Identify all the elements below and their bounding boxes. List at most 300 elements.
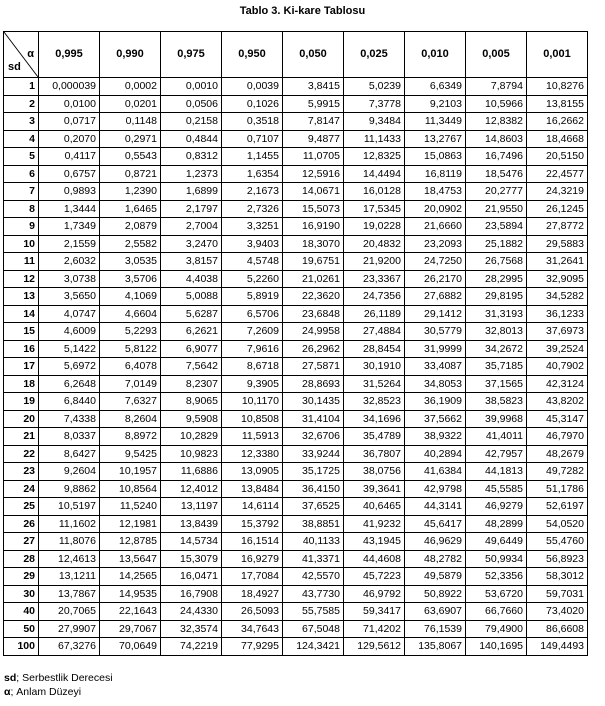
value-cell: 16,0471 — [161, 568, 222, 586]
value-cell: 5,2293 — [100, 323, 161, 341]
value-cell: 0,2158 — [161, 113, 222, 131]
value-cell: 0,4117 — [39, 148, 100, 166]
value-cell: 40,2894 — [405, 445, 466, 463]
value-cell: 44,1813 — [466, 463, 527, 481]
sd-cell: 20 — [4, 410, 39, 428]
table-row — [4, 603, 588, 621]
value-cell: 27,5871 — [283, 358, 344, 376]
value-cell: 24,3219 — [527, 183, 588, 201]
value-cell: 0,2070 — [39, 130, 100, 148]
value-cell: 55,7585 — [283, 603, 344, 621]
table-row — [4, 393, 588, 411]
value-cell: 22,4577 — [527, 165, 588, 183]
footnotes — [4, 671, 113, 699]
value-cell: 10,8276 — [527, 78, 588, 96]
sd-cell: 7 — [4, 183, 39, 201]
value-cell: 12,4613 — [39, 550, 100, 568]
value-cell: 12,5916 — [283, 165, 344, 183]
value-cell: 33,4087 — [405, 358, 466, 376]
column-header: 0,995 — [39, 32, 100, 78]
value-cell: 20,0902 — [405, 200, 466, 218]
value-cell: 13,1197 — [161, 498, 222, 516]
value-cell: 22,3620 — [283, 288, 344, 306]
value-cell: 25,1882 — [466, 235, 527, 253]
value-cell: 14,8603 — [466, 130, 527, 148]
value-cell: 17,7084 — [222, 568, 283, 586]
table-row — [4, 235, 588, 253]
value-cell: 2,0879 — [100, 218, 161, 236]
column-header: 0,975 — [161, 32, 222, 78]
value-cell: 16,8119 — [405, 165, 466, 183]
value-cell: 29,7067 — [100, 620, 161, 638]
value-cell: 10,1957 — [100, 463, 161, 481]
value-cell: 14,6114 — [222, 498, 283, 516]
value-cell: 27,4884 — [344, 323, 405, 341]
value-cell: 10,9823 — [161, 445, 222, 463]
value-cell: 13,5647 — [100, 550, 161, 568]
column-header: 0,050 — [283, 32, 344, 78]
value-cell: 56,8923 — [527, 550, 588, 568]
sd-cell: 14 — [4, 305, 39, 323]
table-row — [4, 165, 588, 183]
value-cell: 31,5264 — [344, 375, 405, 393]
value-cell: 2,7004 — [161, 218, 222, 236]
value-cell: 26,2962 — [283, 340, 344, 358]
value-cell: 5,6972 — [39, 358, 100, 376]
value-cell: 43,1945 — [344, 533, 405, 551]
value-cell: 34,1696 — [344, 410, 405, 428]
value-cell: 4,6604 — [100, 305, 161, 323]
value-cell: 3,0535 — [100, 253, 161, 271]
value-cell: 5,6287 — [161, 305, 222, 323]
value-cell: 32,8523 — [344, 393, 405, 411]
column-header: 0,990 — [100, 32, 161, 78]
column-header: 0,025 — [344, 32, 405, 78]
value-cell: 29,5883 — [527, 235, 588, 253]
value-cell: 5,0088 — [161, 288, 222, 306]
value-cell: 42,9798 — [405, 480, 466, 498]
sd-cell: 26 — [4, 515, 39, 533]
value-cell: 31,3193 — [466, 305, 527, 323]
sd-cell: 6 — [4, 165, 39, 183]
value-cell: 5,8919 — [222, 288, 283, 306]
value-cell: 5,8122 — [100, 340, 161, 358]
value-cell: 34,5282 — [527, 288, 588, 306]
value-cell: 8,0337 — [39, 428, 100, 446]
sd-cell: 18 — [4, 375, 39, 393]
value-cell: 20,2777 — [466, 183, 527, 201]
sd-cell: 22 — [4, 445, 39, 463]
value-cell: 1,1455 — [222, 148, 283, 166]
sd-cell: 25 — [4, 498, 39, 516]
value-cell: 21,9200 — [344, 253, 405, 271]
value-cell: 31,9999 — [405, 340, 466, 358]
value-cell: 14,4494 — [344, 165, 405, 183]
value-cell: 10,8564 — [100, 480, 161, 498]
table-row — [4, 480, 588, 498]
value-cell: 63,6907 — [405, 603, 466, 621]
value-cell: 18,4668 — [527, 130, 588, 148]
value-cell: 21,6660 — [405, 218, 466, 236]
sd-cell: 11 — [4, 253, 39, 271]
value-cell: 31,2641 — [527, 253, 588, 271]
value-cell: 67,3276 — [39, 638, 100, 656]
value-cell: 50,9934 — [466, 550, 527, 568]
value-cell: 48,2782 — [405, 550, 466, 568]
value-cell: 4,6009 — [39, 323, 100, 341]
column-header: 0,005 — [466, 32, 527, 78]
value-cell: 39,9968 — [466, 410, 527, 428]
value-cell: 9,4877 — [283, 130, 344, 148]
value-cell: 7,9616 — [222, 340, 283, 358]
alpha-label: α — [27, 48, 34, 60]
value-cell: 45,7223 — [344, 568, 405, 586]
value-cell: 12,3380 — [222, 445, 283, 463]
sd-cell: 16 — [4, 340, 39, 358]
value-cell: 9,5908 — [161, 410, 222, 428]
value-cell: 66,7660 — [466, 603, 527, 621]
value-cell: 49,6449 — [466, 533, 527, 551]
value-cell: 18,5476 — [466, 165, 527, 183]
value-cell: 135,8067 — [405, 638, 466, 656]
value-cell: 11,3449 — [405, 113, 466, 131]
value-cell: 12,4012 — [161, 480, 222, 498]
sd-cell: 3 — [4, 113, 39, 131]
value-cell: 4,5748 — [222, 253, 283, 271]
value-cell: 2,7326 — [222, 200, 283, 218]
value-cell: 0,3518 — [222, 113, 283, 131]
value-cell: 24,7250 — [405, 253, 466, 271]
value-cell: 16,2662 — [527, 113, 588, 131]
value-cell: 1,2373 — [161, 165, 222, 183]
value-cell: 42,3124 — [527, 375, 588, 393]
value-cell: 1,6899 — [161, 183, 222, 201]
value-cell: 19,6751 — [283, 253, 344, 271]
value-cell: 13,7867 — [39, 585, 100, 603]
value-cell: 37,6525 — [283, 498, 344, 516]
value-cell: 16,0128 — [344, 183, 405, 201]
value-cell: 16,1514 — [222, 533, 283, 551]
value-cell: 11,0705 — [283, 148, 344, 166]
value-cell: 9,3905 — [222, 375, 283, 393]
value-cell: 0,0100 — [39, 95, 100, 113]
table-row — [4, 375, 588, 393]
sd-cell: 17 — [4, 358, 39, 376]
sd-cell: 9 — [4, 218, 39, 236]
sd-cell: 40 — [4, 603, 39, 621]
value-cell: 14,9535 — [100, 585, 161, 603]
value-cell: 5,2260 — [222, 270, 283, 288]
value-cell: 70,0649 — [100, 638, 161, 656]
value-cell: 50,8922 — [405, 585, 466, 603]
value-cell: 3,2470 — [161, 235, 222, 253]
corner-cell — [4, 32, 39, 78]
value-cell: 14,2565 — [100, 568, 161, 586]
value-cell: 0,0717 — [39, 113, 100, 131]
value-cell: 2,1673 — [222, 183, 283, 201]
value-cell: 20,7065 — [39, 603, 100, 621]
sd-cell: 27 — [4, 533, 39, 551]
table-row — [4, 183, 588, 201]
value-cell: 11,8076 — [39, 533, 100, 551]
table-title: Tablo 3. Ki-kare Tablosu — [239, 5, 366, 17]
value-cell: 29,1412 — [405, 305, 466, 323]
value-cell: 20,4832 — [344, 235, 405, 253]
value-cell: 8,2604 — [100, 410, 161, 428]
sd-cell: 10 — [4, 235, 39, 253]
value-cell: 3,8157 — [161, 253, 222, 271]
value-cell: 52,6197 — [527, 498, 588, 516]
value-cell: 0,8312 — [161, 148, 222, 166]
value-cell: 6,2648 — [39, 375, 100, 393]
value-cell: 40,6465 — [344, 498, 405, 516]
table-row — [4, 498, 588, 516]
value-cell: 5,1422 — [39, 340, 100, 358]
table-row — [4, 515, 588, 533]
value-cell: 7,3778 — [344, 95, 405, 113]
value-cell: 7,4338 — [39, 410, 100, 428]
table-row — [4, 585, 588, 603]
value-cell: 2,5582 — [100, 235, 161, 253]
value-cell: 11,1602 — [39, 515, 100, 533]
value-cell: 0,7107 — [222, 130, 283, 148]
value-cell: 129,5612 — [344, 638, 405, 656]
value-cell: 36,7807 — [344, 445, 405, 463]
value-cell: 3,5650 — [39, 288, 100, 306]
value-cell: 13,1211 — [39, 568, 100, 586]
value-cell: 24,4330 — [161, 603, 222, 621]
value-cell: 5,0239 — [344, 78, 405, 96]
sd-cell: 5 — [4, 148, 39, 166]
value-cell: 36,1909 — [405, 393, 466, 411]
value-cell: 6,2621 — [161, 323, 222, 341]
table-row — [4, 130, 588, 148]
value-cell: 6,5706 — [222, 305, 283, 323]
value-cell: 0,0039 — [222, 78, 283, 96]
value-cell: 46,9792 — [344, 585, 405, 603]
value-cell: 16,7908 — [161, 585, 222, 603]
value-cell: 53,6720 — [466, 585, 527, 603]
sd-cell: 100 — [4, 638, 39, 656]
value-cell: 26,7568 — [466, 253, 527, 271]
value-cell: 45,5585 — [466, 480, 527, 498]
value-cell: 28,8693 — [283, 375, 344, 393]
sd-cell: 24 — [4, 480, 39, 498]
value-cell: 13,8439 — [161, 515, 222, 533]
value-cell: 7,8794 — [466, 78, 527, 96]
value-cell: 49,5879 — [405, 568, 466, 586]
sd-cell: 30 — [4, 585, 39, 603]
footnote-sd: sd; Serbestlik Derecesi — [4, 672, 113, 684]
value-cell: 76,1539 — [405, 620, 466, 638]
value-cell: 26,2170 — [405, 270, 466, 288]
value-cell: 9,2103 — [405, 95, 466, 113]
value-cell: 8,9065 — [161, 393, 222, 411]
value-cell: 34,8053 — [405, 375, 466, 393]
value-cell: 40,1133 — [283, 533, 344, 551]
value-cell: 0,0010 — [161, 78, 222, 96]
value-cell: 41,4011 — [466, 428, 527, 446]
table-row — [4, 218, 588, 236]
value-cell: 8,2307 — [161, 375, 222, 393]
value-cell: 2,1559 — [39, 235, 100, 253]
value-cell: 7,2609 — [222, 323, 283, 341]
value-cell: 7,5642 — [161, 358, 222, 376]
value-cell: 15,5073 — [283, 200, 344, 218]
value-cell: 34,2672 — [466, 340, 527, 358]
value-cell: 37,5662 — [405, 410, 466, 428]
value-cell: 1,2390 — [100, 183, 161, 201]
value-cell: 23,6848 — [283, 305, 344, 323]
value-cell: 20,5150 — [527, 148, 588, 166]
value-cell: 2,6032 — [39, 253, 100, 271]
sd-cell: 13 — [4, 288, 39, 306]
value-cell: 13,2767 — [405, 130, 466, 148]
value-cell: 13,0905 — [222, 463, 283, 481]
value-cell: 54,0520 — [527, 515, 588, 533]
value-cell: 16,7496 — [466, 148, 527, 166]
sd-cell: 50 — [4, 620, 39, 638]
value-cell: 14,5734 — [161, 533, 222, 551]
value-cell: 24,9958 — [283, 323, 344, 341]
table-body — [4, 78, 588, 656]
table-row — [4, 463, 588, 481]
value-cell: 27,9907 — [39, 620, 100, 638]
value-cell: 11,5240 — [100, 498, 161, 516]
value-cell: 0,6757 — [39, 165, 100, 183]
value-cell: 6,4078 — [100, 358, 161, 376]
table-row — [4, 270, 588, 288]
table-row — [4, 410, 588, 428]
value-cell: 3,0738 — [39, 270, 100, 288]
table-row — [4, 568, 588, 586]
value-cell: 14,0671 — [283, 183, 344, 201]
value-cell: 30,1435 — [283, 393, 344, 411]
value-cell: 29,8195 — [466, 288, 527, 306]
value-cell: 30,1910 — [344, 358, 405, 376]
value-cell: 77,9295 — [222, 638, 283, 656]
value-cell: 12,8785 — [100, 533, 161, 551]
table-row — [4, 288, 588, 306]
value-cell: 0,5543 — [100, 148, 161, 166]
table-row — [4, 200, 588, 218]
value-cell: 44,4608 — [344, 550, 405, 568]
value-cell: 1,6354 — [222, 165, 283, 183]
value-cell: 22,1643 — [100, 603, 161, 621]
value-cell: 8,8972 — [100, 428, 161, 446]
value-cell: 1,3444 — [39, 200, 100, 218]
value-cell: 3,8415 — [283, 78, 344, 96]
value-cell: 10,5197 — [39, 498, 100, 516]
value-cell: 10,8508 — [222, 410, 283, 428]
value-cell: 18,3070 — [283, 235, 344, 253]
sd-cell: 8 — [4, 200, 39, 218]
value-cell: 0,1026 — [222, 95, 283, 113]
column-header: 0,001 — [527, 32, 588, 78]
sd-cell: 2 — [4, 95, 39, 113]
value-cell: 0,000039 — [39, 78, 100, 96]
table-row — [4, 148, 588, 166]
column-header: 0,010 — [405, 32, 466, 78]
value-cell: 51,1786 — [527, 480, 588, 498]
value-cell: 33,9244 — [283, 445, 344, 463]
value-cell: 45,3147 — [527, 410, 588, 428]
table-row — [4, 358, 588, 376]
footnote-alpha: α; Anlam Düzeyi — [4, 686, 82, 698]
value-cell: 11,5913 — [222, 428, 283, 446]
value-cell: 10,5966 — [466, 95, 527, 113]
value-cell: 39,2524 — [527, 340, 588, 358]
value-cell: 43,7730 — [283, 585, 344, 603]
value-cell: 140,1695 — [466, 638, 527, 656]
sd-cell: 21 — [4, 428, 39, 446]
table-row — [4, 550, 588, 568]
value-cell: 58,3012 — [527, 568, 588, 586]
value-cell: 35,4789 — [344, 428, 405, 446]
value-cell: 59,3417 — [344, 603, 405, 621]
value-cell: 46,9629 — [405, 533, 466, 551]
value-cell: 5,9915 — [283, 95, 344, 113]
value-cell: 7,8147 — [283, 113, 344, 131]
value-cell: 27,6882 — [405, 288, 466, 306]
value-cell: 0,0201 — [100, 95, 161, 113]
value-cell: 46,7970 — [527, 428, 588, 446]
sd-cell: 4 — [4, 130, 39, 148]
value-cell: 11,6886 — [161, 463, 222, 481]
table-row — [4, 340, 588, 358]
value-cell: 32,3574 — [161, 620, 222, 638]
table-row — [4, 253, 588, 271]
table-row — [4, 95, 588, 113]
value-cell: 0,1148 — [100, 113, 161, 131]
chi-square-table — [3, 31, 588, 656]
value-cell: 32,9095 — [527, 270, 588, 288]
value-cell: 46,9279 — [466, 498, 527, 516]
value-cell: 0,8721 — [100, 165, 161, 183]
table-row — [4, 78, 588, 96]
value-cell: 16,9190 — [283, 218, 344, 236]
value-cell: 26,1245 — [527, 200, 588, 218]
value-cell: 48,2679 — [527, 445, 588, 463]
value-cell: 9,5425 — [100, 445, 161, 463]
value-cell: 8,6427 — [39, 445, 100, 463]
sd-cell: 15 — [4, 323, 39, 341]
value-cell: 2,1797 — [161, 200, 222, 218]
value-cell: 9,8862 — [39, 480, 100, 498]
value-cell: 6,6349 — [405, 78, 466, 96]
value-cell: 28,2995 — [466, 270, 527, 288]
value-cell: 19,0228 — [344, 218, 405, 236]
value-cell: 41,9232 — [344, 515, 405, 533]
value-cell: 1,6465 — [100, 200, 161, 218]
column-header: 0,950 — [222, 32, 283, 78]
table-row — [4, 533, 588, 551]
value-cell: 1,7349 — [39, 218, 100, 236]
value-cell: 26,1189 — [344, 305, 405, 323]
value-cell: 27,8772 — [527, 218, 588, 236]
value-cell: 38,5823 — [466, 393, 527, 411]
value-cell: 48,2899 — [466, 515, 527, 533]
value-cell: 13,8155 — [527, 95, 588, 113]
value-cell: 4,1069 — [100, 288, 161, 306]
value-cell: 59,7031 — [527, 585, 588, 603]
value-cell: 71,4202 — [344, 620, 405, 638]
value-cell: 38,8851 — [283, 515, 344, 533]
value-cell: 34,7643 — [222, 620, 283, 638]
value-cell: 15,0863 — [405, 148, 466, 166]
value-cell: 12,8325 — [344, 148, 405, 166]
value-cell: 9,3484 — [344, 113, 405, 131]
